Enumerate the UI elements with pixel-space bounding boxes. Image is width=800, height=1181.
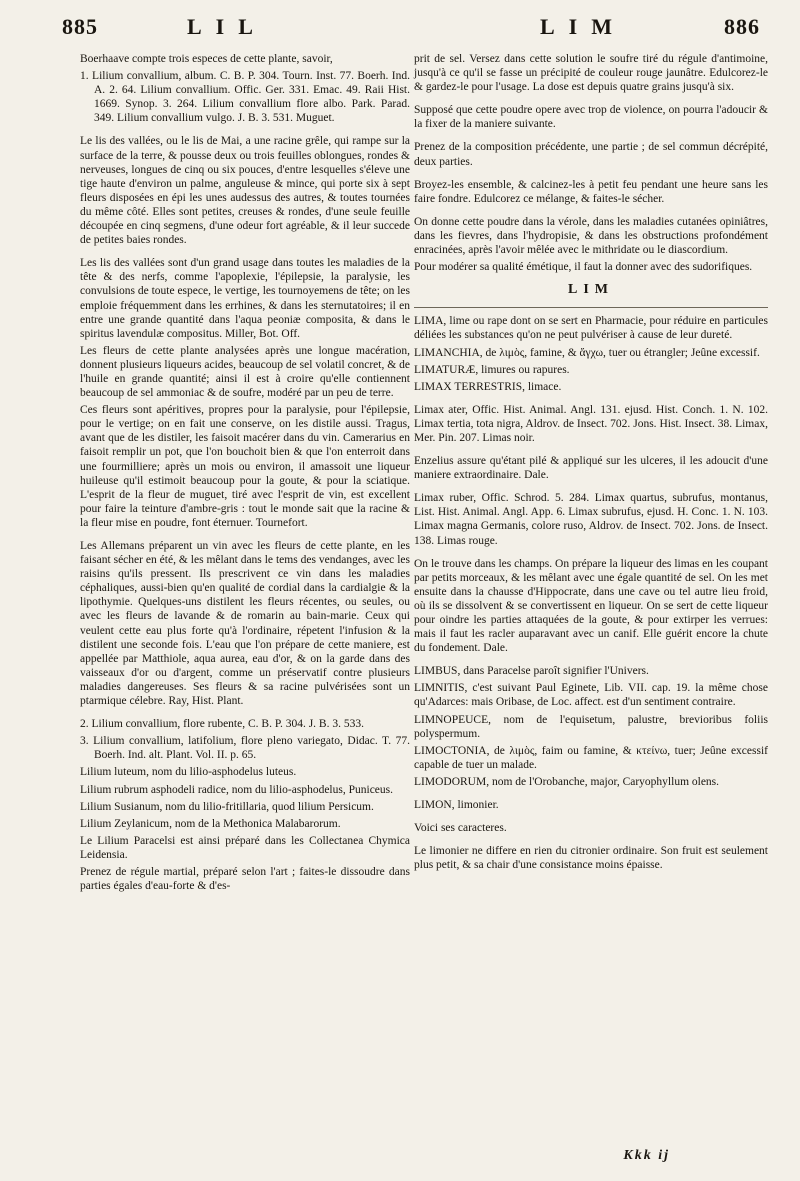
right-head-title: LIM [540,14,626,39]
entry-line: Lilium Zeylanicum, nom de la Methonica Malabarorum. [80,817,341,830]
entry-line: Lilium luteum, nom du lilio-asphodelus luteus. [80,766,297,779]
entry: LIMANCHIA, de λιμὸς, famine, & ἄγχω, tuer ou étrangler; Jeûne excessif. [414,346,760,359]
entry: LIMNOPEUCE, nom de l'equisetum, palustre, brevioribus foliis polyspermum. [414,713,768,740]
divider [414,307,768,308]
right-running-head [540,14,760,44]
paragraph: Le lis des vallées, ou le lis de Mai, a une racine grêle, qui rampe sur la surface de la terre, & pousse deux ou trois feuilles oblongues, rondes & nerveuses, longues de cinq ou six pouces, d'entre lesquelles s'éleve une tige haute d'environ un palme, anguleuse & mince, qui porte six à sept fleurs disposées en épi les unes audessus des autres, & toutes tournées du même côté. Elles sont petites, creuses & rondes, d'une seule feuille découpée en cinq segmens, d'une odeur fort agréable, & il leur succede de petites baies rondes. [80,135,410,247]
entry: Le limonier ne differe en rien du citronier ordinaire. Son fruit est seulement plus petit, & sa chair d'une consistance moins épaisse. [414,845,768,872]
species-entry: 2. Lilium convallium, flore rubente, C. B. P. 304. J. B. 3. 533. [80,718,364,731]
species-entry: 1. Lilium convallium, album. C. B. P. 304. Tourn. Inst. 77. Boerh. Ind. A. 2. 64. Lilium convallium. Offic. Ger. 331. Emac. 49. Raii Hist. 1669. Synop. 3. 264. Lilium convallium flore albo. Park. Parad. 349. Lilium convallium vulgo. J. B. 3. 531. Muguet. [80,70,410,125]
paragraph: Supposé que cette poudre opere avec trop de violence, on pourra l'adoucir & la fixer de la maniere suivante. [414,104,768,131]
left-running-head [62,14,362,44]
entry: Limax ater, Offic. Hist. Animal. Angl. 131. ejusd. Hist. Conch. 1. N. 102. Limax tertia, tota nigra, Aldrov. de Insect. 702. Jons. Hist. Insect. 38. Limax, Mer. Pin. 207. Limas noir. [414,403,768,444]
left-page-number: 885 [62,14,98,39]
left-head-title: LIL [187,14,267,39]
entry-line: Le Lilium Paracelsi est ainsi préparé dans les Collectanea Chymica Leidensia. [80,834,410,861]
paragraph: prit de sel. Versez dans cette solution le soufre tiré du régule d'antimoine, jusqu'à ce qu'il se fasse un précipité de couleur rouge jaunâtre. Edulcorez-le & gardez-le pour l'usage. La dose est depuis quatre grains jusqu'à six. [414,53,768,94]
paragraph: Les fleurs de cette plante analysées après une longue macération, donnent plusieurs liqueurs acides, beaucoup de sel volatil concret, & de l'huile en grande quantité; ainsi il est à croire qu'elle contiennent beaucoup de sel ammoniac & de soufre, modéré par un peu de terre. [80,344,410,400]
entry: Voici ses caracteres. [414,822,507,835]
entry: LIMODORUM, nom de l'Orobanche, major, Caryophyllum olens. [414,775,720,788]
right-column [414,52,768,881]
entry: Limax ruber, Offic. Schrod. 5. 284. Limax quartus, subrufus, montanus, List. Hist. Animal. Angl. App. 6. Limax subrufus, ejusd. H. Conc. 1. N. 103. Limax magna Germanis, colore ruso, Aldrov. de Insect. 702. Jons. de Insect. 138. Limas rouge. [414,492,768,547]
entry: Enzelius assure qu'étant pilé & appliqué sur les ulceres, il les adoucit d'une maniere extraordinaire. Dale. [414,455,768,482]
paragraph: Pour modérer sa qualité émétique, il faut la donner avec des sudorifiques. [414,261,753,274]
section-heading: LIM [568,282,614,298]
paragraph: Broyez-les ensemble, & calcinez-les à petit feu pendant une heure sans les faire fondre. Edulcorez ce mélange, & faites-le sécher. [414,178,768,205]
entry: LIMA, lime ou rape dont on se sert en Pharmacie, pour réduire en particules déliées les substances qu'on ne peut pulvériser à cause de leur dureté. [414,315,768,342]
right-page-number: 886 [724,14,760,39]
entry: LIMON, limonier. [414,799,499,812]
paragraph: Les lis des vallées sont d'un grand usage dans toutes les maladies de la tête & des nerfs, comme l'apoplexie, l'épilepsie, la paralysie, les convulsions de toute espece, le vertige, les tournoyemens de tête; on les emploie fréquemment dans les errhines, & dans les sternutatoires; il en entre une grande quantité dans l'aqua peoniæ composita, & dans le spiritus lavendulæ compositus. Miller, Bot. Off. [80,257,410,340]
entry: LIMATURÆ, limures ou rapures. [414,363,570,376]
paragraph: Prenez de régule martial, préparé selon l'art ; faites-le dissoudre dans parties égales d'eau-forte & d'es- [80,865,410,893]
entry-line: Lilium Susianum, nom du lilio-fritillaria, quod lilium Persicum. [80,800,374,813]
entry: LIMAX TERRESTRIS, limace. [414,380,562,393]
signature-mark: Kkk ij [623,1148,670,1163]
paragraph: On le trouve dans les champs. On prépare la liqueur des limas en les coupant par petits morceaux, & les mêlant avec une égale quantité de sel. On les met ensuite dans la chausse d'Hippocrate, dans une cave ou tel autre lieu froid, où ils se dissolvent & se convertissent en liqueur. On se sert de cette liqueur pour oindre les parties attaquées de la goute, & pour extirper les verrues: mais il faut les racler auparavant avec un canif. Elle guérit encore la chute du fondement. Dale. [414,557,768,655]
paragraph: Les Allemans préparent un vin avec les fleurs de cette plante, en les faisant sécher en été, & les mêlant dans le tems des vendanges, avec les raisins qu'ils pressent. Ils prescrivent ce vin dans les maladies céphaliques, aussi-bien qu'en qualité de cordial dans la cardialgie & la lipothymie. Quelques-uns distilent les fleurs récentes, ou seules, ou avec les fleurs de lavande & de romarin au bain-marie. Ceux qui veulent cette eau plus forte qu'à l'ordinaire, répetent l'infusion & la distilent une seconde fois. L'eau que l'on prépare de cette maniere, est appellée par Matthiole, aqua aurea, eau d'or, & on la garde dans des vaisseaux d'or ou d'argent, comme un préservatif contre plusieurs maladies dangereuses. Ses fleurs & sa racine pulvérisées sont un ptarmique célebre. Ray, Hist. Plant. [80,540,410,708]
entry: LIMNITIS, c'est suivant Paul Eginete, Lib. VII. cap. 19. la même chose qu'Adarces: mais Oribase, de Loc. affect. est d'un sentiment contraire. [414,682,768,709]
entry-line: Lilium rubrum asphodeli radice, nom du lilio-asphodelus, Puniceus. [80,783,394,796]
entry: LIMBUS, dans Paracelse paroît signifier l'Univers. [414,665,649,678]
paragraph: On donne cette poudre dans la vérole, dans les maladies cutanées opiniâtres, dans les fievres, dans l'hydropisie, & dans les obstructions profondément enracinées, après l'avoir mêlée avec le mithridate ou le diascordium. [414,215,768,257]
paragraph: Boerhaave compte trois especes de cette plante, savoir, [80,53,333,65]
entry: LIMOCTONIA, de λιμὸς, faim ou famine, & κτείνω, tuer; Jeûne excessif capable de tuer un malade. [414,744,768,771]
species-entry: 3. Lilium convallium, latifolium, flore pleno variegato, Didac. T. 77. Boerh. Ind. alt. Plant. Vol. II. p. 65. [80,735,410,762]
paragraph: Ces fleurs sont apéritives, propres pour la paralysie, pour l'épilepsie, pour le vertige; on en fait une conserve, on les distile aussi. Tragus, avant que de les distiler, les faisoit macérer dans du vin. Camerarius en faisoit remplir un pot, que l'on bouchoit bien & que l'on enterroit dans une fourmilliere; après un mois ou environ, il amassoit une liqueur huileuse qu'il estimoit beaucoup pour la goute, & pour la sciatique. L'esprit de la fleur de muguet, tiré avec l'esprit de vin, est excellent pour faire la teinture d'ambre-gris : tout le monde sait que la racine & la fleur mise en poudre, font éternuer. Tournefort. [80,404,410,529]
left-column [80,52,410,902]
paragraph: Prenez de la composition précédente, une partie ; de sel commun décrépité, deux parties. [414,141,768,168]
